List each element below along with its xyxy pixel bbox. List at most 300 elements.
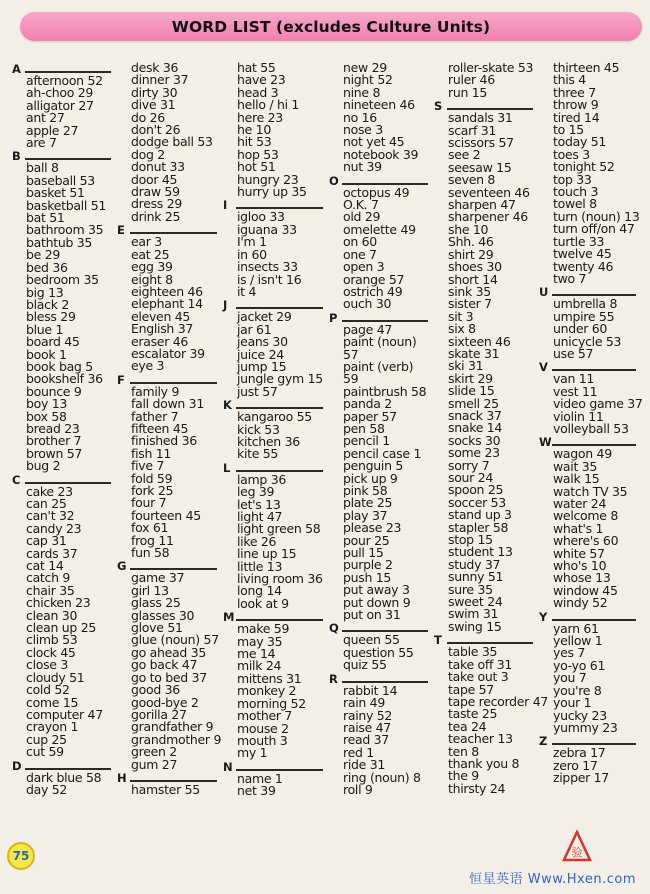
word-entry: jump 15 bbox=[237, 358, 287, 374]
word-entry: vest 11 bbox=[553, 383, 598, 399]
section-letter: W bbox=[539, 435, 552, 450]
word-entry: ride 31 bbox=[343, 757, 386, 773]
word-entry: fifteen 45 bbox=[131, 420, 189, 436]
word-entry: two 7 bbox=[553, 270, 587, 286]
word-entry: pencil case 1 bbox=[343, 445, 422, 461]
word-entry: queen 55 bbox=[343, 632, 400, 648]
word-entry: four 7 bbox=[131, 495, 167, 511]
section-letter: Y bbox=[539, 609, 548, 624]
word-entry: fourteen 45 bbox=[131, 507, 201, 523]
letter-section bbox=[223, 610, 329, 759]
word-entry: turtle 33 bbox=[553, 233, 605, 249]
word-entry: run 15 bbox=[448, 84, 488, 100]
word-entry: penguin 5 bbox=[343, 458, 404, 474]
word-column bbox=[539, 62, 642, 785]
word-entry: thank you 8 bbox=[448, 755, 520, 771]
word-entry: kitchen 36 bbox=[237, 433, 300, 449]
page-number-badge bbox=[7, 842, 35, 870]
word-entry: ring (noun) 8 bbox=[343, 769, 421, 785]
word-entry: glove 51 bbox=[131, 620, 183, 636]
word-entry: scarf 31 bbox=[448, 122, 497, 138]
word-entry: eye 3 bbox=[131, 358, 165, 374]
word-entry: study 37 bbox=[448, 556, 501, 572]
letter-section bbox=[539, 360, 642, 435]
word-entry: van 11 bbox=[553, 371, 595, 387]
word-entry: skate 31 bbox=[448, 345, 500, 361]
word-entry: net 39 bbox=[237, 783, 276, 799]
section-letter: E bbox=[117, 223, 125, 238]
word-entry: what's 1 bbox=[553, 520, 604, 536]
word-entry: escalator 39 bbox=[131, 345, 205, 361]
word-entry: sour 24 bbox=[448, 470, 494, 485]
section-letter: S bbox=[434, 99, 443, 114]
word-entry: egg 39 bbox=[131, 259, 173, 275]
word-entry: snack 37 bbox=[448, 407, 502, 423]
watermark-text: 恒星英语 Www.Hxen.com bbox=[469, 872, 636, 887]
page-number: 75 bbox=[12, 849, 30, 863]
word-entry: swing 15 bbox=[448, 618, 502, 634]
word-entry: gorilla 27 bbox=[131, 706, 187, 722]
word-entry: desk 36 bbox=[131, 60, 179, 75]
word-entry: bathtub 35 bbox=[26, 234, 93, 250]
word-entry: book 1 bbox=[26, 346, 67, 362]
word-entry: mouth 3 bbox=[237, 732, 288, 748]
word-entry: panda 2 bbox=[343, 396, 392, 412]
word-entry: jungle gym 15 bbox=[237, 371, 323, 387]
word-entry: cup 25 bbox=[26, 731, 67, 747]
word-entry: crayon 1 bbox=[26, 719, 79, 735]
word-entry: seven 8 bbox=[448, 172, 496, 188]
word-entry: book bag 5 bbox=[26, 358, 93, 374]
word-entry: insects 33 bbox=[237, 259, 298, 275]
word-entry: tea 24 bbox=[448, 718, 487, 734]
word-entry: grandfather 9 bbox=[131, 719, 214, 735]
word-entry: cat 14 bbox=[26, 558, 64, 574]
word-entry: yummy 23 bbox=[553, 719, 618, 735]
word-entry: octopus 49 bbox=[343, 184, 410, 200]
word-entry: you're 8 bbox=[553, 682, 602, 698]
word-entry: welcome 8 bbox=[553, 508, 619, 524]
word-entry: play 37 bbox=[343, 507, 388, 523]
word-entry: ah-choo 29 bbox=[26, 85, 94, 101]
letter-section bbox=[117, 373, 223, 560]
section-letter: H bbox=[117, 770, 127, 785]
word-entry: to 15 bbox=[553, 122, 584, 138]
word-entry: eraser 46 bbox=[131, 333, 189, 349]
word-entry: afternoon 52 bbox=[26, 73, 103, 88]
word-entry: raise 47 bbox=[343, 719, 391, 735]
word-entry: roll 9 bbox=[343, 781, 373, 797]
letter-section bbox=[539, 610, 642, 735]
word-entry: old 29 bbox=[343, 209, 381, 225]
word-entry: sharpener 46 bbox=[448, 209, 528, 225]
word-entry: sharpen 47 bbox=[448, 197, 516, 213]
word-entry: glasses 30 bbox=[131, 607, 195, 623]
word-entry: grandmother 9 bbox=[131, 731, 222, 747]
word-entry: stand up 3 bbox=[448, 507, 512, 523]
word-entry: day 52 bbox=[26, 781, 68, 797]
word-entry: apple 27 bbox=[26, 122, 79, 138]
word-entry: eight 8 bbox=[131, 271, 173, 287]
word-entry: under 60 bbox=[553, 321, 608, 337]
word-entry: dinner 37 bbox=[131, 72, 189, 88]
word-entry: quiz 55 bbox=[343, 657, 387, 673]
word-entry: don't 26 bbox=[131, 122, 181, 138]
word-entry: have 23 bbox=[237, 72, 286, 88]
word-column bbox=[117, 62, 223, 796]
word-entry: ruler 46 bbox=[448, 72, 495, 88]
word-entry: donut 33 bbox=[131, 159, 185, 175]
word-entry: take out 3 bbox=[448, 669, 509, 685]
word-entry: short 14 bbox=[448, 271, 498, 287]
letter-section bbox=[117, 559, 223, 771]
word-entry: sweet 24 bbox=[448, 594, 503, 610]
word-entry: hit 53 bbox=[237, 134, 272, 150]
word-entry: socks 30 bbox=[448, 432, 501, 448]
word-entry: basketball 51 bbox=[26, 197, 107, 213]
word-entry: table 35 bbox=[448, 644, 498, 660]
word-entry: mouse 2 bbox=[237, 720, 289, 736]
word-entry: black 2 bbox=[26, 296, 70, 312]
section-letter: A bbox=[12, 62, 21, 76]
word-entry: hello / hi 1 bbox=[237, 97, 300, 113]
word-entry: zipper 17 bbox=[553, 770, 609, 786]
word-entry: zero 17 bbox=[553, 757, 598, 773]
letter-section bbox=[117, 223, 223, 372]
word-entry: bat 51 bbox=[26, 210, 65, 226]
word-entry: head 3 bbox=[237, 84, 279, 100]
word-entry: sorry 7 bbox=[448, 457, 490, 473]
word-entry: eighteen 46 bbox=[131, 283, 203, 299]
word-entry: long 14 bbox=[237, 583, 282, 599]
word-entry: light 47 bbox=[237, 509, 283, 524]
word-entry: juice 24 bbox=[237, 346, 284, 362]
word-entry: yes 7 bbox=[553, 645, 586, 661]
letter-section bbox=[223, 198, 329, 298]
word-entry: hot 51 bbox=[237, 159, 276, 175]
word-entry: it 4 bbox=[237, 283, 257, 299]
word-entry: thirsty 24 bbox=[448, 780, 506, 796]
letter-section bbox=[12, 62, 117, 149]
word-entry: let's 13 bbox=[237, 496, 281, 512]
word-entry: cake 23 bbox=[26, 483, 73, 499]
word-entry: elephant 14 bbox=[131, 296, 203, 312]
word-entry: some 23 bbox=[448, 445, 500, 461]
word-entry: wait 35 bbox=[553, 458, 598, 474]
word-entry: make 59 bbox=[237, 621, 290, 637]
word-entry: jar 61 bbox=[237, 321, 272, 337]
word-entry: eat 25 bbox=[131, 246, 170, 262]
word-entry: omelette 49 bbox=[343, 221, 416, 237]
word-entry: plate 25 bbox=[343, 495, 393, 511]
word-entry: he 10 bbox=[237, 122, 271, 138]
word-entry: hurry up 35 bbox=[237, 184, 307, 200]
word-entry: my 1 bbox=[237, 745, 268, 761]
word-entry: soccer 53 bbox=[448, 494, 506, 510]
word-entry: me 14 bbox=[237, 646, 276, 662]
word-entry: green 2 bbox=[131, 744, 177, 760]
word-entry: clock 45 bbox=[26, 644, 76, 660]
word-entry: see 2 bbox=[448, 147, 481, 163]
section-letter: L bbox=[223, 460, 231, 475]
word-entry: you 7 bbox=[553, 670, 587, 686]
word-entry: leg 39 bbox=[237, 484, 275, 500]
word-entry: bed 36 bbox=[26, 259, 68, 275]
letter-section bbox=[329, 672, 434, 797]
letter-section bbox=[223, 398, 329, 461]
word-entry: three 7 bbox=[553, 84, 596, 100]
word-entry: six 8 bbox=[448, 321, 476, 337]
section-letter: Q bbox=[329, 621, 339, 636]
word-entry: push 15 bbox=[343, 569, 392, 585]
word-entry: boy 13 bbox=[26, 396, 68, 412]
word-entry: be 29 bbox=[26, 247, 61, 263]
word-entry: new 29 bbox=[343, 60, 387, 75]
word-entry: notebook 39 bbox=[343, 146, 419, 162]
word-entry: roller-skate 53 bbox=[448, 60, 534, 75]
word-entry: where's 60 bbox=[553, 533, 619, 549]
word-entry: family 9 bbox=[131, 383, 180, 399]
word-entry: pour 25 bbox=[343, 532, 390, 548]
word-entry: draw 59 bbox=[131, 184, 180, 200]
word-entry: look at 9 bbox=[237, 595, 289, 611]
word-entry: game 37 bbox=[131, 570, 185, 586]
word-entry: can't 32 bbox=[26, 508, 75, 524]
word-entry: take off 31 bbox=[448, 656, 513, 672]
word-entry: paint (noun) bbox=[343, 334, 417, 350]
letter-section bbox=[223, 62, 329, 198]
word-entry: she 10 bbox=[448, 221, 489, 237]
word-entry: are 7 bbox=[26, 135, 57, 151]
word-entry: pen 58 bbox=[343, 420, 385, 436]
word-entry: do 26 bbox=[131, 109, 165, 125]
word-entry: is / isn't 16 bbox=[237, 271, 302, 287]
word-entry: use 57 bbox=[553, 345, 594, 361]
letter-section bbox=[434, 62, 539, 99]
word-entry: walk 15 bbox=[553, 471, 600, 487]
watermark-logo-icon bbox=[562, 830, 592, 864]
letter-section bbox=[329, 311, 434, 622]
word-entry: watch TV 35 bbox=[553, 483, 628, 499]
word-entry: window 45 bbox=[553, 582, 618, 598]
letter-section bbox=[539, 62, 642, 285]
word-entry: fun 58 bbox=[131, 545, 170, 561]
word-entry: page 47 bbox=[343, 321, 392, 337]
section-letter: C bbox=[12, 472, 21, 487]
word-entry: tired 14 bbox=[553, 109, 600, 125]
word-entry: toes 3 bbox=[553, 146, 590, 162]
word-entry: this 4 bbox=[553, 72, 586, 88]
word-entry: hungry 23 bbox=[237, 171, 299, 187]
word-entry: sit 3 bbox=[448, 308, 474, 324]
word-entry: rain 49 bbox=[343, 695, 385, 711]
word-entry: brother 7 bbox=[26, 433, 82, 449]
word-entry: purple 2 bbox=[343, 557, 393, 573]
word-entry: snake 14 bbox=[448, 420, 503, 436]
word-entry: cut 59 bbox=[26, 744, 64, 760]
word-entry: monkey 2 bbox=[237, 683, 297, 699]
word-entry: jacket 29 bbox=[237, 309, 292, 325]
word-column bbox=[329, 62, 434, 796]
word-entry: taste 25 bbox=[448, 706, 498, 722]
word-entry: father 7 bbox=[131, 408, 179, 424]
word-entry: student 13 bbox=[448, 544, 513, 560]
word-entry: on 60 bbox=[343, 234, 377, 250]
word-entry: nine 8 bbox=[343, 84, 381, 100]
word-entry: dress 29 bbox=[131, 196, 182, 212]
word-entry: white 57 bbox=[553, 545, 605, 561]
word-entry: red 1 bbox=[343, 744, 374, 760]
word-entry: hamster 55 bbox=[131, 781, 200, 797]
word-entry: dog 2 bbox=[131, 146, 165, 162]
word-entry: turn (noun) 13 bbox=[553, 208, 640, 224]
word-entry: nose 3 bbox=[343, 122, 383, 138]
word-entry: fox 61 bbox=[131, 520, 169, 536]
word-entry: O.K. 7 bbox=[343, 197, 379, 213]
word-entry: big 13 bbox=[26, 284, 64, 300]
word-entry: sink 35 bbox=[448, 283, 491, 299]
word-entry: fork 25 bbox=[131, 483, 174, 498]
word-entry: teacher 13 bbox=[448, 731, 513, 747]
letter-section bbox=[117, 771, 223, 796]
word-entry: like 26 bbox=[237, 533, 277, 549]
section-letter: M bbox=[223, 610, 235, 625]
section-letter: Z bbox=[539, 734, 548, 749]
word-entry: paint (verb) bbox=[343, 358, 414, 374]
word-entry: top 33 bbox=[553, 171, 592, 187]
word-entry: rabbit 14 bbox=[343, 682, 398, 698]
word-entry: lamp 36 bbox=[237, 471, 287, 487]
word-entry: night 52 bbox=[343, 72, 393, 88]
word-entry: whose 13 bbox=[553, 570, 611, 586]
word-entry: cloudy 51 bbox=[26, 669, 85, 685]
letter-section bbox=[434, 633, 548, 796]
word-entry: turn off/on 47 bbox=[553, 221, 635, 237]
word-entry: slide 15 bbox=[448, 383, 495, 399]
letter-section bbox=[117, 62, 223, 223]
word-entry: go back 47 bbox=[131, 657, 198, 673]
letter-section bbox=[539, 285, 642, 360]
word-entry: bookshelf 36 bbox=[26, 371, 103, 387]
word-entry: read 37 bbox=[343, 732, 389, 748]
word-entry: alligator 27 bbox=[26, 97, 94, 113]
word-entry: windy 52 bbox=[553, 595, 608, 611]
word-entry: light green 58 bbox=[237, 521, 321, 537]
word-entry: iguana 33 bbox=[237, 221, 297, 237]
word-entry: one 7 bbox=[343, 246, 377, 262]
word-entry: dive 31 bbox=[131, 97, 176, 113]
word-entry: tape 57 bbox=[448, 681, 494, 697]
word-entry: drink 25 bbox=[131, 208, 181, 224]
word-entry: video game 37 bbox=[553, 396, 643, 412]
section-letter: N bbox=[223, 759, 233, 774]
section-letter: G bbox=[117, 559, 127, 574]
word-entry: ball 8 bbox=[26, 160, 59, 176]
section-letter: D bbox=[12, 758, 22, 773]
word-entry: seventeen 46 bbox=[448, 184, 530, 200]
word-entry: your 1 bbox=[553, 695, 592, 711]
word-entry: catch 9 bbox=[26, 570, 71, 586]
word-entry: glass 25 bbox=[131, 595, 181, 611]
word-entry: igloo 33 bbox=[237, 209, 285, 225]
word-entry: water 24 bbox=[553, 496, 607, 511]
word-entry: yucky 23 bbox=[553, 707, 607, 723]
word-entry: living room 36 bbox=[237, 571, 323, 587]
word-entry: fall down 31 bbox=[131, 396, 204, 412]
section-letter: P bbox=[329, 310, 338, 325]
word-entry: put away 3 bbox=[343, 582, 410, 598]
word-entry: ten 8 bbox=[448, 743, 479, 759]
word-entry: kite 55 bbox=[237, 446, 279, 462]
word-entry: may 35 bbox=[237, 633, 283, 649]
word-entry: wagon 49 bbox=[553, 446, 612, 462]
word-entry: climb 53 bbox=[26, 632, 78, 648]
header-banner bbox=[20, 12, 642, 41]
letter-section bbox=[434, 99, 539, 633]
word-entry: orange 57 bbox=[343, 271, 405, 287]
word-entry: bug 2 bbox=[26, 458, 61, 474]
word-entry: not yet 45 bbox=[343, 134, 405, 150]
word-entry: no 16 bbox=[343, 109, 377, 125]
word-entry: go ahead 35 bbox=[131, 644, 207, 660]
word-entry: paper 57 bbox=[343, 408, 397, 424]
word-entry: girl 13 bbox=[131, 582, 169, 598]
word-entry: yellow 1 bbox=[553, 633, 603, 649]
word-entry: eleven 45 bbox=[131, 308, 191, 324]
word-entry: ostrich 49 bbox=[343, 283, 403, 299]
word-entry: cap 31 bbox=[26, 533, 67, 549]
word-entry: shoes 30 bbox=[448, 259, 502, 275]
word-entry: sunny 51 bbox=[448, 569, 504, 585]
word-entry: five 7 bbox=[131, 458, 165, 474]
word-entry: cold 52 bbox=[26, 682, 70, 698]
section-letter: B bbox=[12, 149, 21, 164]
word-entry: zebra 17 bbox=[553, 745, 606, 761]
word-entry: bounce 9 bbox=[26, 383, 82, 399]
word-entry: please 23 bbox=[343, 520, 402, 536]
word-entry: I'm 1 bbox=[237, 234, 267, 250]
letter-section bbox=[329, 621, 434, 671]
word-entry: twelve 45 bbox=[553, 246, 612, 262]
word-entry: scissors 57 bbox=[448, 135, 514, 151]
word-entry: unicycle 53 bbox=[553, 333, 622, 349]
word-entry: 57 bbox=[343, 346, 359, 362]
word-entry: just 57 bbox=[237, 383, 278, 399]
letter-section bbox=[12, 473, 117, 759]
word-entry: who's 10 bbox=[553, 558, 607, 574]
word-entry: come 15 bbox=[26, 694, 79, 710]
word-entry: twenty 46 bbox=[553, 258, 614, 274]
word-entry: clean up 25 bbox=[26, 620, 97, 636]
word-entry: basket 51 bbox=[26, 185, 85, 201]
word-entry: touch 3 bbox=[553, 184, 599, 200]
word-entry: ear 3 bbox=[131, 234, 162, 250]
word-entry: kangaroo 55 bbox=[237, 409, 312, 425]
letter-section bbox=[223, 461, 329, 610]
word-entry: nut 39 bbox=[343, 159, 382, 175]
word-entry: fold 59 bbox=[131, 470, 173, 486]
word-entry: bedroom 35 bbox=[26, 272, 99, 288]
word-entry: chair 35 bbox=[26, 582, 75, 598]
section-letter: R bbox=[329, 671, 338, 686]
word-entry: skirt 29 bbox=[448, 370, 493, 386]
word-entry: good 36 bbox=[131, 682, 180, 698]
word-column bbox=[223, 62, 329, 798]
word-entry: tape recorder 47 bbox=[448, 693, 548, 709]
word-entry: box 58 bbox=[26, 408, 67, 424]
word-entry: candy 23 bbox=[26, 520, 82, 536]
word-column bbox=[434, 60, 548, 796]
